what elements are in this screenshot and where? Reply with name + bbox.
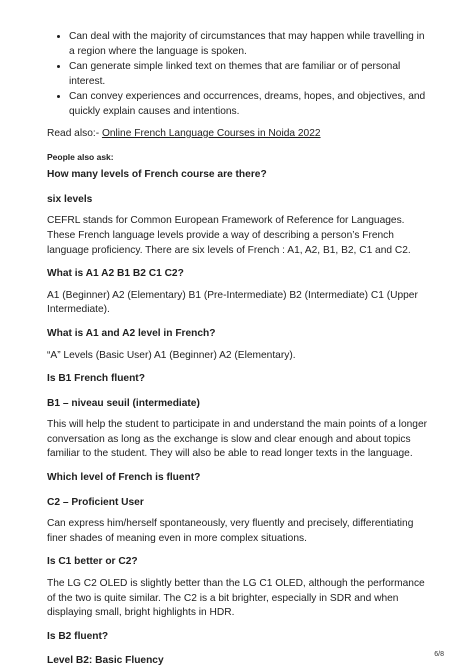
answer-title: six levels xyxy=(47,193,93,205)
question-heading: How many levels of French course are there? xyxy=(47,169,267,181)
answer-text: This will help the student to participate in and understand the main points of a longer conversation as long as the exchange is slow and clear enough and about topics familiar to the student. They will also be able to read longer texts in the language. xyxy=(47,419,428,460)
question-heading: Is B2 fluent? xyxy=(47,630,109,642)
page-number: 6/8 xyxy=(434,651,444,658)
list-item: • Can generate simple linked text on themes that are familiar or of personal interest. xyxy=(69,60,427,89)
page-content xyxy=(47,30,427,669)
answer-text: The LG C2 OLED is slightly better than the LG C1 OLED, although the performance of the two is quite similar. The C2 is a bit brighter, especially in SDR and when displaying small, bright highlights in HDR. xyxy=(47,578,425,619)
people-also-ask-heading: People also ask: xyxy=(47,152,114,163)
answer-text: Can express him/herself spontaneously, very fluently and precisely, differentiating finer shades of meaning even in more complex situations. xyxy=(47,518,414,544)
question-heading: What is A1 A2 B1 B2 C1 C2? xyxy=(47,268,184,280)
read-also-link[interactable]: Online French Language Courses in Noida 2022 xyxy=(101,127,321,139)
question-heading: What is A1 and A2 level in French? xyxy=(47,327,216,339)
list-item: • Can convey experiences and occurrences, dreams, hopes, and objectives, and quickly explain causes and intentions. xyxy=(69,90,427,119)
list-item: • Can deal with the majority of circumstances that may happen while travelling in a region where the language is spoken. xyxy=(69,30,427,59)
question-heading: Is B1 French fluent? xyxy=(47,373,145,385)
answer-title: B1 – niveau seuil (intermediate) xyxy=(47,397,200,409)
answer-text: A1 (Beginner) A2 (Elementary) B1 (Pre-Intermediate) B2 (Intermediate) C1 (Upper Intermediate). xyxy=(47,289,418,316)
answer-title: Level B2: Basic Fluency xyxy=(47,655,164,667)
answer-text: CEFRL stands for Common European Framework of Reference for Languages. These French language levels provide a way of describing a person’s French language proficiency. There are six levels of French : A1, A2, B1, B2, C1 and C2. xyxy=(47,215,411,256)
answer-title: C2 – Proficient User xyxy=(47,496,144,508)
read-also-line xyxy=(47,127,427,142)
read-also-prefix: Read also:- xyxy=(47,127,102,139)
question-heading: Is C1 better or C2? xyxy=(47,556,138,568)
answer-text: “A” Levels (Basic User) A1 (Beginner) A2 (Elementary). xyxy=(47,349,296,361)
question-heading: Which level of French is fluent? xyxy=(47,472,201,484)
level-description-list xyxy=(47,30,427,120)
